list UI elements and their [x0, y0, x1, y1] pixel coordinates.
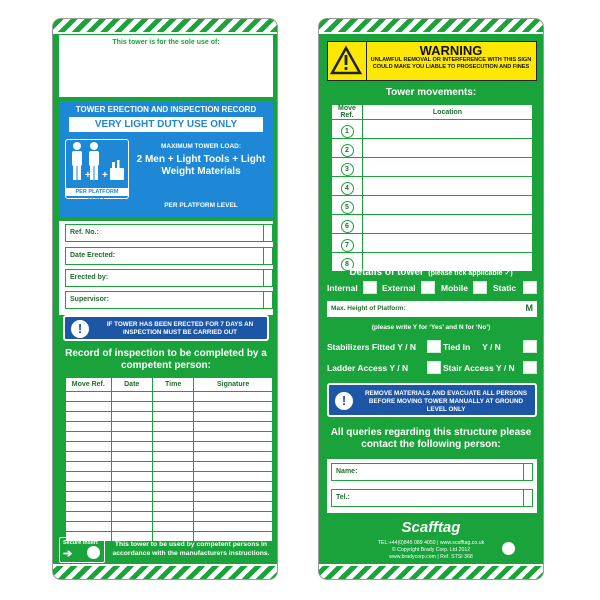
load-panel: [59, 101, 273, 217]
col-signature: Signature: [194, 378, 273, 392]
inspection-notice: [63, 315, 269, 341]
type-external-label: External: [382, 283, 416, 293]
type-mobile-checkbox[interactable]: [473, 281, 487, 294]
type-static-label: Static: [493, 283, 517, 293]
evacuate-notice: [327, 383, 537, 417]
inspection-tag-front: [52, 18, 278, 580]
field-divider: [263, 248, 264, 264]
hazard-stripes-top: [53, 19, 277, 34]
table-row[interactable]: [66, 422, 273, 432]
warning-title: WARNING: [419, 43, 483, 58]
contact-line-3: www.bradycorp.com | Ref. STSI 368: [389, 554, 473, 560]
sole-use-box[interactable]: [59, 35, 273, 97]
warning-text: UNLAWFUL REMOVAL OR INTERFERENCE WITH THIS SIGN COULD MAKE YOU LIABLE TO PROSECUTION AND FINES: [370, 57, 532, 70]
table-row[interactable]: [332, 158, 533, 177]
tied-in-box[interactable]: [523, 340, 537, 353]
table-row[interactable]: [66, 482, 273, 492]
table-header-row: [332, 105, 533, 120]
contact-line-2: © Copyright Brady Corp. Ltd 2012: [391, 547, 471, 553]
type-static-checkbox[interactable]: [523, 281, 537, 294]
evacuate-text: REMOVE MATERIALS AND EVACUATE ALL PERSONS BEFORE MOVING TOWER MANUALLY AT GROUND LEVEL ONLY: [364, 390, 528, 413]
col-location: Location: [363, 105, 533, 120]
table-row[interactable]: [332, 234, 533, 253]
tied-in-yn: Y / N: [482, 342, 501, 352]
erected-by-field[interactable]: [65, 269, 273, 287]
stair-access-text: Stair Access: [443, 363, 494, 373]
ladder-access-text: Ladder Access: [327, 363, 388, 373]
stair-access-yn: Y / N: [495, 363, 515, 373]
type-internal-label: Internal: [327, 283, 358, 293]
movements-title: Tower movements:: [385, 87, 477, 98]
ref-no-label: Ref. No.:: [70, 229, 99, 236]
movements-table: [331, 104, 533, 272]
table-row[interactable]: [66, 392, 273, 402]
col-time: Time: [152, 378, 193, 392]
inspection-tag-back: [318, 18, 544, 580]
table-row[interactable]: [66, 472, 273, 482]
hazard-stripes-top: [319, 19, 543, 34]
date-erected-field[interactable]: [65, 247, 273, 265]
table-row[interactable]: [66, 502, 273, 512]
hazard-stripes-bottom: [319, 564, 543, 579]
arrow-right-icon: ➔: [63, 548, 73, 560]
stabilizers-text: Stabilizers Fitted: [327, 342, 396, 352]
inspection-table: [65, 377, 273, 542]
col-move-ref: Move Ref.: [332, 105, 363, 120]
brand-logo: Scafftag: [401, 519, 461, 536]
table-row[interactable]: [66, 492, 273, 502]
stabilizers-box[interactable]: [427, 340, 441, 353]
table-row[interactable]: [332, 215, 533, 234]
type-mobile-label: Mobile: [441, 283, 468, 293]
col-date: Date: [111, 378, 152, 392]
contact-name-label: Name:: [336, 468, 358, 475]
stair-access-label: [443, 363, 515, 373]
tied-in-label: [443, 342, 501, 352]
tied-in-text: Tied In: [443, 342, 471, 352]
hole-icon: [502, 542, 515, 555]
warning-triangle-icon: [328, 42, 367, 80]
record-heading: Record of inspection to be completed by a competent person:: [65, 348, 267, 371]
hazard-stripes-bottom: [53, 564, 277, 579]
max-height-unit: M: [525, 303, 533, 313]
people-tools-icon: [65, 139, 129, 203]
secure-insert-label: Secure Insert: [63, 540, 98, 546]
sole-use-label: This tower is for the sole use of:: [112, 39, 220, 46]
table-row[interactable]: [332, 139, 533, 158]
move-ref-number: 1: [341, 125, 354, 138]
footer-text: This tower to be used by competent persons in accordance with the manufacturers instructions.: [112, 541, 270, 557]
details-heading: [319, 262, 543, 280]
move-ref-number: 4: [341, 182, 354, 195]
table-row[interactable]: [332, 120, 533, 139]
yn-hint: (please write Y for ‘Yes’ and N for ‘No’): [371, 324, 491, 331]
contact-tel-field[interactable]: [331, 489, 533, 507]
svg-text:+: +: [102, 170, 108, 181]
table-row[interactable]: [66, 442, 273, 452]
table-header-row: [66, 378, 273, 392]
col-move-ref: Move Ref.: [66, 378, 112, 392]
move-ref-number: 6: [341, 220, 354, 233]
stabilizers-yn: Y / N: [397, 342, 416, 352]
duty-label: VERY LIGHT DUTY USE ONLY: [69, 117, 263, 132]
details-hint: (please tick applicable ✓): [428, 270, 513, 277]
exclamation-icon: !: [71, 320, 89, 338]
table-row[interactable]: [66, 512, 273, 522]
max-height-label: Max. Height of Platform:: [331, 305, 406, 312]
table-row[interactable]: [66, 412, 273, 422]
inspection-notice-text: IF TOWER HAS BEEN ERECTED FOR 7 DAYS AN INSPECTION MUST BE CARRIED OUT: [106, 321, 254, 336]
field-divider: [263, 225, 264, 241]
icon-caption: PER PLATFORM LEVEL: [66, 188, 128, 196]
insert-hole-icon: [87, 546, 100, 559]
exclamation-icon: !: [335, 392, 353, 410]
table-row[interactable]: [332, 177, 533, 196]
details-title: Details of tower: [349, 267, 424, 278]
per-platform-label: PER PLATFORM LEVEL: [164, 202, 238, 209]
supervisor-label: Supervisor:: [70, 296, 109, 303]
ladder-access-box[interactable]: [427, 361, 441, 374]
ref-no-field[interactable]: [65, 224, 273, 242]
table-row[interactable]: [66, 432, 273, 442]
field-divider: [263, 270, 264, 286]
type-external-checkbox[interactable]: [421, 281, 435, 294]
table-row[interactable]: [332, 196, 533, 215]
svg-text:+: +: [85, 170, 91, 181]
warning-box: [327, 41, 537, 81]
field-divider: [523, 464, 524, 480]
secure-insert-box: [59, 537, 105, 563]
contact-name-field[interactable]: [331, 463, 533, 481]
date-erected-label: Date Erected:: [70, 252, 116, 259]
field-divider: [523, 490, 524, 506]
stair-access-box[interactable]: [523, 361, 537, 374]
move-ref-number: 5: [341, 201, 354, 214]
contact-info: [349, 540, 513, 561]
move-ref-number: 3: [341, 163, 354, 176]
contact-line-1: TEL:+44(0)845 089 4050 | www.scafftag.co.uk: [377, 540, 485, 546]
contact-tel-label: Tel.:: [336, 494, 350, 501]
table-row[interactable]: [66, 452, 273, 462]
table-row[interactable]: [66, 462, 273, 472]
stabilizers-label: [327, 342, 416, 352]
max-height-field[interactable]: [327, 301, 537, 317]
record-title: TOWER ERECTION AND INSPECTION RECORD: [75, 105, 257, 114]
supervisor-field[interactable]: [65, 291, 273, 309]
erected-by-label: Erected by:: [70, 274, 109, 281]
field-divider: [263, 292, 264, 308]
move-ref-number: 2: [341, 144, 354, 157]
type-internal-checkbox[interactable]: [363, 281, 377, 294]
table-row[interactable]: [66, 402, 273, 412]
max-load-value: 2 Men + Light Tools + Light Weight Materials: [136, 154, 266, 177]
queries-heading: All queries regarding this structure please contact the following person:: [330, 427, 532, 450]
ladder-access-yn: Y / N: [389, 363, 409, 373]
table-row[interactable]: [66, 522, 273, 532]
move-ref-number: 8: [341, 258, 354, 271]
move-ref-number: 7: [341, 239, 354, 252]
max-load-label: MAXIMUM TOWER LOAD:: [160, 143, 242, 150]
ladder-access-label: [327, 363, 408, 373]
